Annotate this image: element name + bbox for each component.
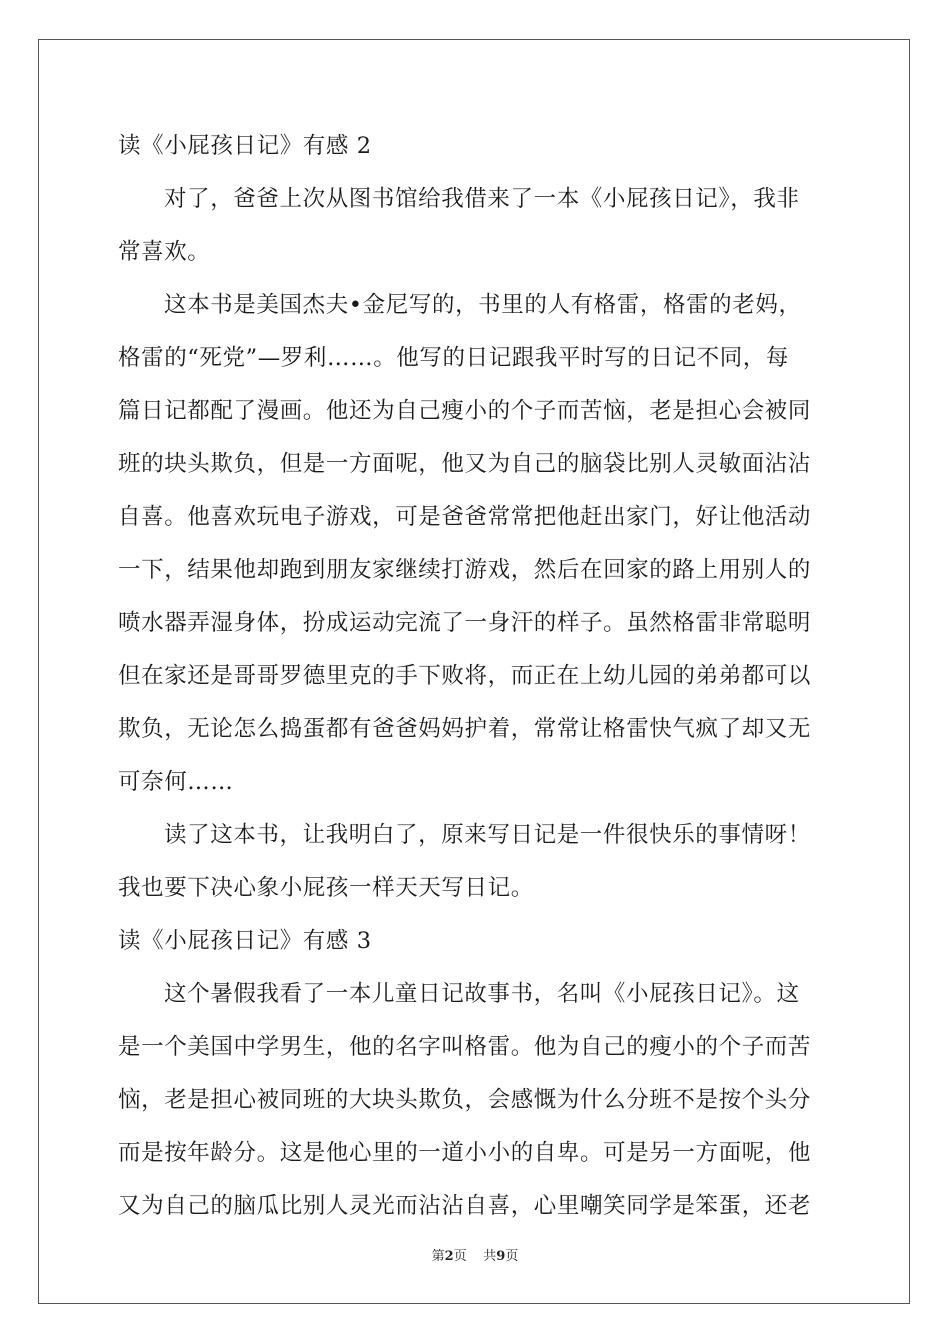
text-line: 自喜。他喜欢玩电子游戏，可是爸爸常常把他赶出家门，好让他活动 xyxy=(118,504,812,530)
text-line: 格雷的“死党”—罗利……。他写的日记跟我平时写的日记不同，每 xyxy=(118,345,790,371)
text-line: 但在家还是哥哥罗德里克的手下败将，而正在上幼儿园的弟弟都可以 xyxy=(118,663,812,689)
text-line: 欺负，无论怎么捣蛋都有爸爸妈妈护着，常常让格雷快气疯了却又无 xyxy=(118,716,812,742)
footer-page-prefix: 第 xyxy=(431,1249,445,1264)
text-line: 一下，结果他却跑到朋友家继续打游戏，然后在回家的路上用别人的 xyxy=(118,557,812,583)
document-body xyxy=(118,120,834,1233)
page-footer xyxy=(0,1245,950,1264)
text-line: 对了，爸爸上次从图书馆给我借来了一本《小屁孩日记》，我非 xyxy=(164,186,800,212)
text-line: 我也要下决心象小屁孩一样天天写日记。 xyxy=(118,875,534,901)
text-line: 又为自己的脑瓜比别人灵光而沾沾自喜，心里嘲笑同学是笨蛋，还老 xyxy=(118,1193,812,1219)
footer-total-suffix: 页 xyxy=(505,1249,519,1264)
text-line: 可奈何…… xyxy=(118,769,234,795)
text-line: 篇日记都配了漫画。他还为自己瘦小的个子而苦恼，老是担心会被同 xyxy=(118,398,812,424)
text-line: 常喜欢。 xyxy=(118,239,211,265)
footer-total-prefix: 共 xyxy=(483,1249,497,1264)
text-line: 而是按年龄分。这是他心里的一道小小的自卑。可是另一方面呢，他 xyxy=(118,1140,812,1166)
text-line: 喷水器弄湿身体，扮成运动完流了一身汗的样子。虽然格雷非常聪明 xyxy=(118,610,812,636)
text-line: 这本书是美国杰夫•金尼写的，书里的人有格雷，格雷的老妈， xyxy=(164,292,802,318)
text-line: 读《小屁孩日记》有感 2 xyxy=(118,133,372,159)
text-line: 恼，老是担心被同班的大块头欺负，会感慨为什么分班不是按个头分 xyxy=(118,1087,812,1113)
text-line: 是一个美国中学男生，他的名字叫格雷。他为自己的瘦小的个子而苦 xyxy=(118,1034,812,1060)
text-line: 读《小屁孩日记》有感 3 xyxy=(118,928,372,954)
footer-page-number: 2 xyxy=(444,1249,454,1264)
footer-page-suffix: 页 xyxy=(453,1249,467,1264)
text-line: 这个暑假我看了一本儿童日记故事书，名叫《小屁孩日记》。这 xyxy=(164,981,800,1007)
footer-total-pages: 9 xyxy=(496,1249,506,1264)
text-line: 班的块头欺负，但是一方面呢，他又为自己的脑袋比别人灵敏面沾沾 xyxy=(118,451,812,477)
text-line: 读了这本书，让我明白了，原来写日记是一件很快乐的事情呀！ xyxy=(164,822,811,848)
